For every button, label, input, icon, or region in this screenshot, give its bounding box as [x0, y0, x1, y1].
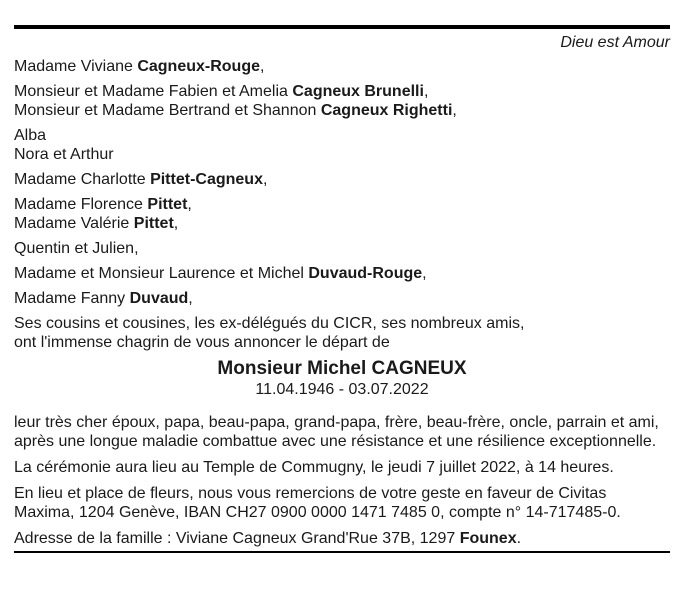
top-rule — [14, 25, 670, 29]
paragraph-family-1: Madame Viviane Cagneux-Rouge, — [14, 58, 265, 75]
paragraph-family-2: Monsieur et Madame Fabien et Amelia Cagneux Brunelli, Monsieur et Madame Bertrand et Shannon Cagneux Righetti, — [14, 83, 457, 119]
paragraph-family-address: Adresse de la famille : Viviane Cagneux Grand'Rue 37B, 1297 Founex. — [14, 530, 522, 547]
paragraph-family-3: Alba Nora et Arthur — [14, 127, 114, 163]
paragraph-ceremony: La cérémonie aura lieu au Temple de Commugny, le jeudi 7 juillet 2022, à 14 heures. — [14, 459, 614, 476]
paragraph-family-8: Madame Fanny Duvaud, — [14, 290, 193, 307]
bottom-rule — [14, 551, 670, 553]
deceased-block — [14, 358, 670, 399]
paragraph-tribute: leur très cher époux, papa, beau-papa, grand-papa, frère, beau-frère, oncle, parrain et ami, après une longue maladie combattue avec une résistance et une résilience exceptionnelle. — [14, 414, 659, 450]
deceased-name: Monsieur Michel CAGNEUX — [217, 358, 467, 379]
paragraph-family-4: Madame Charlotte Pittet-Cagneux, — [14, 171, 268, 188]
deceased-dates: 11.04.1946 - 03.07.2022 — [255, 381, 429, 398]
mourners-list — [14, 57, 670, 352]
paragraph-family-7: Madame et Monsieur Laurence et Michel Duvaud-Rouge, — [14, 265, 427, 282]
closing-paragraphs — [14, 413, 670, 548]
obituary-document — [0, 25, 684, 601]
paragraph-donations: En lieu et place de fleurs, nous vous remercions de votre geste en faveur de Civitas Maxima, 1204 Genève, IBAN CH27 0900 0000 1471 7485 0, compte n° 14-717485-0. — [14, 485, 621, 521]
paragraph-family-6: Quentin et Julien, — [14, 240, 139, 257]
paragraph-family-5: Madame Florence Pittet, Madame Valérie Pittet, — [14, 196, 192, 232]
paragraph-announcement: Ses cousins et cousines, les ex-délégués du CICR, ses nombreux amis, ont l'immense chagrin de vous annoncer le départ de — [14, 315, 525, 351]
motto-text: Dieu est Amour — [560, 34, 670, 51]
